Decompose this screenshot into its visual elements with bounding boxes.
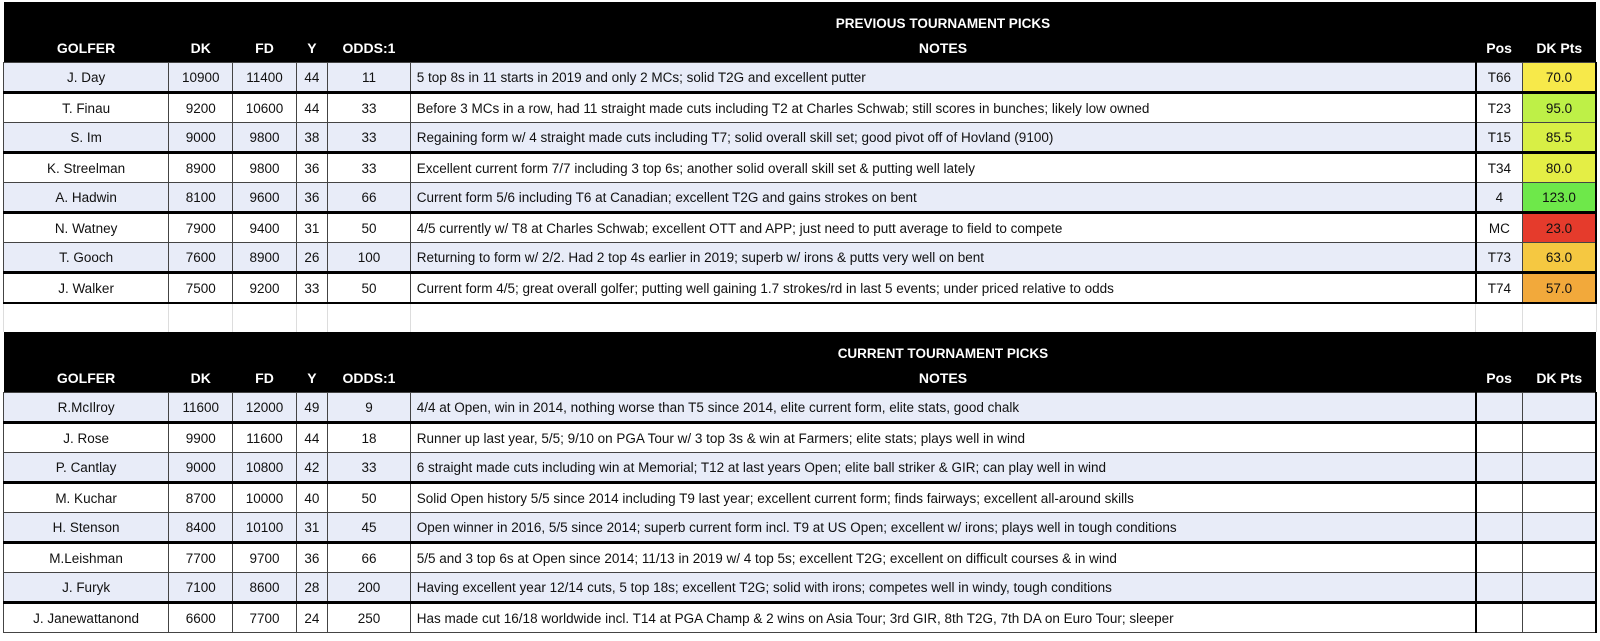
header-blank-cell — [328, 2, 411, 34]
pos-cell[interactable] — [1476, 423, 1523, 453]
notes-cell[interactable]: Current form 5/6 including T6 at Canadian; excellent T2G and gains strokes on bent — [410, 183, 1475, 213]
golfer-cell[interactable]: M.Leishman — [4, 543, 169, 573]
odds-cell[interactable]: 11 — [328, 63, 411, 93]
col-header-dk-pts: DK Pts — [1523, 364, 1596, 393]
pos-cell[interactable]: MC — [1476, 213, 1523, 243]
pos-cell[interactable]: T66 — [1476, 63, 1523, 93]
table-row — [4, 603, 1597, 633]
col-header-pos: Pos — [1476, 34, 1523, 63]
dk-cell[interactable]: 10900 — [169, 63, 233, 93]
fd-cell[interactable]: 9800 — [233, 153, 296, 183]
dk-cell[interactable]: 8400 — [169, 513, 233, 543]
golfer-cell[interactable]: T. Gooch — [4, 243, 169, 273]
notes-cell[interactable]: Current form 4/5; great overall golfer; putting well gaining 1.7 strokes/rd in last 5 events; under priced relative to odds — [410, 273, 1475, 304]
dk-cell[interactable]: 8100 — [169, 183, 233, 213]
pos-cell[interactable] — [1476, 603, 1523, 633]
dk-pts-cell[interactable] — [1523, 513, 1596, 543]
y-cell[interactable]: 44 — [296, 63, 328, 93]
dk-cell[interactable]: 8700 — [169, 483, 233, 513]
empty-cell[interactable] — [410, 303, 1475, 332]
notes-cell[interactable]: 5/5 and 3 top 6s at Open since 2014; 11/13 in 2019 w/ 4 top 5s; excellent T2G; excellent on difficult courses & in wind — [410, 543, 1475, 573]
header-blank-cell — [296, 2, 328, 34]
odds-cell[interactable]: 33 — [328, 153, 411, 183]
dk-pts-cell[interactable]: 57.0 — [1523, 273, 1596, 304]
notes-cell[interactable]: Excellent current form 7/7 including 3 top 6s; another solid overall skill set & putting well lately — [410, 153, 1475, 183]
header-blank-cell — [296, 332, 328, 364]
y-cell[interactable]: 36 — [296, 183, 328, 213]
empty-cell[interactable] — [1523, 303, 1596, 332]
header-blank-cell — [1523, 2, 1596, 34]
fd-cell[interactable]: 8600 — [233, 573, 296, 603]
dk-cell[interactable]: 9200 — [169, 93, 233, 123]
header-blank-cell — [233, 332, 296, 364]
fd-cell[interactable]: 10800 — [233, 453, 296, 483]
header-blank-cell — [4, 332, 169, 364]
col-header-y: Y — [296, 364, 328, 393]
golfer-cell[interactable]: S. Im — [4, 123, 169, 153]
odds-cell[interactable]: 50 — [328, 213, 411, 243]
dk-pts-cell[interactable]: 85.5 — [1523, 123, 1596, 153]
empty-cell[interactable] — [169, 303, 233, 332]
pos-cell[interactable]: T23 — [1476, 93, 1523, 123]
y-cell[interactable]: 49 — [296, 393, 328, 423]
table-body — [4, 2, 1597, 633]
table-row — [4, 453, 1597, 483]
picks-table — [3, 2, 1597, 633]
pos-cell[interactable] — [1476, 483, 1523, 513]
dk-cell[interactable]: 9000 — [169, 123, 233, 153]
dk-cell[interactable]: 9000 — [169, 453, 233, 483]
odds-cell[interactable]: 50 — [328, 483, 411, 513]
pos-cell[interactable] — [1476, 573, 1523, 603]
empty-cell[interactable] — [1476, 303, 1523, 332]
table-row — [4, 183, 1597, 213]
table-row — [4, 423, 1597, 453]
empty-cell[interactable] — [233, 303, 296, 332]
fd-cell[interactable]: 10000 — [233, 483, 296, 513]
current-picks-column-headers — [4, 364, 1597, 393]
pos-cell[interactable]: 4 — [1476, 183, 1523, 213]
header-blank-cell — [233, 2, 296, 34]
odds-cell[interactable]: 33 — [328, 123, 411, 153]
col-header-dk: DK — [169, 34, 233, 63]
y-cell[interactable]: 44 — [296, 423, 328, 453]
dk-cell[interactable]: 7900 — [169, 213, 233, 243]
y-cell[interactable]: 33 — [296, 273, 328, 304]
pos-cell[interactable]: T34 — [1476, 153, 1523, 183]
dk-pts-cell[interactable]: 70.0 — [1523, 63, 1596, 93]
odds-cell[interactable]: 33 — [328, 93, 411, 123]
fd-cell[interactable]: 10600 — [233, 93, 296, 123]
dk-cell[interactable]: 9900 — [169, 423, 233, 453]
y-cell[interactable]: 44 — [296, 93, 328, 123]
dk-cell[interactable]: 11600 — [169, 393, 233, 423]
dk-pts-cell[interactable] — [1523, 453, 1596, 483]
dk-pts-cell[interactable]: 80.0 — [1523, 153, 1596, 183]
fd-cell[interactable]: 9400 — [233, 213, 296, 243]
golfer-cell[interactable]: J. Furyk — [4, 573, 169, 603]
table-row — [4, 393, 1597, 423]
header-blank-cell — [4, 2, 169, 34]
header-blank-cell — [1476, 2, 1523, 34]
notes-cell[interactable]: Runner up last year, 5/5; 9/10 on PGA Tour w/ 3 top 3s & win at Farmers; elite stats; plays well in wind — [410, 423, 1475, 453]
col-header-odds: ODDS:1 — [328, 34, 411, 63]
golfer-cell[interactable]: H. Stenson — [4, 513, 169, 543]
col-header-y: Y — [296, 34, 328, 63]
dk-pts-cell[interactable]: 123.0 — [1523, 183, 1596, 213]
fd-cell[interactable]: 7700 — [233, 603, 296, 633]
fd-cell[interactable]: 9700 — [233, 543, 296, 573]
current-picks-title-row — [4, 332, 1597, 364]
golfer-cell[interactable]: P. Cantlay — [4, 453, 169, 483]
golfer-cell[interactable]: N. Watney — [4, 213, 169, 243]
fd-cell[interactable]: 11400 — [233, 63, 296, 93]
odds-cell[interactable]: 50 — [328, 273, 411, 304]
dk-cell[interactable]: 8900 — [169, 153, 233, 183]
golfer-cell[interactable]: K. Streelman — [4, 153, 169, 183]
header-blank-cell — [1523, 332, 1596, 364]
golfer-cell[interactable]: M. Kuchar — [4, 483, 169, 513]
col-header-notes: NOTES — [410, 364, 1475, 393]
notes-cell[interactable]: Before 3 MCs in a row, had 11 straight made cuts including T2 at Charles Schwab; still scores in bunches; likely low owned — [410, 93, 1475, 123]
odds-cell[interactable]: 18 — [328, 423, 411, 453]
dk-pts-cell[interactable] — [1523, 483, 1596, 513]
dk-cell[interactable]: 7500 — [169, 273, 233, 304]
notes-cell[interactable]: Returning to form w/ 2/2. Had 2 top 4s earlier in 2019; superb w/ irons & putts very well on bent — [410, 243, 1475, 273]
col-header-dk-pts: DK Pts — [1523, 34, 1596, 63]
fd-cell[interactable]: 8900 — [233, 243, 296, 273]
odds-cell[interactable]: 45 — [328, 513, 411, 543]
previous-picks-title: PREVIOUS TOURNAMENT PICKS — [410, 2, 1475, 34]
golfer-cell[interactable]: T. Finau — [4, 93, 169, 123]
table-row — [4, 573, 1597, 603]
dk-cell[interactable]: 7700 — [169, 543, 233, 573]
table-row — [4, 63, 1597, 93]
pos-cell[interactable]: T73 — [1476, 243, 1523, 273]
col-header-dk: DK — [169, 364, 233, 393]
golfer-cell[interactable]: R.McIlroy — [4, 393, 169, 423]
odds-cell[interactable]: 200 — [328, 573, 411, 603]
odds-cell[interactable]: 9 — [328, 393, 411, 423]
dk-pts-cell[interactable] — [1523, 573, 1596, 603]
table-row — [4, 273, 1597, 304]
notes-cell[interactable]: Open winner in 2016, 5/5 since 2014; superb current form incl. T9 at US Open; excellent w/ irons; plays well in tough conditions — [410, 513, 1475, 543]
y-cell[interactable]: 36 — [296, 543, 328, 573]
fd-cell[interactable]: 10100 — [233, 513, 296, 543]
table-row — [4, 213, 1597, 243]
table-row — [4, 483, 1597, 513]
dk-pts-cell[interactable]: 95.0 — [1523, 93, 1596, 123]
empty-row — [4, 303, 1597, 332]
notes-cell[interactable]: Having excellent year 12/14 cuts, 5 top 18s; excellent T2G; solid with irons; competes well in windy, tough conditions — [410, 573, 1475, 603]
dk-cell[interactable]: 7600 — [169, 243, 233, 273]
header-blank-cell — [1476, 332, 1523, 364]
dk-pts-cell[interactable]: 23.0 — [1523, 213, 1596, 243]
header-blank-cell — [169, 2, 233, 34]
y-cell[interactable]: 38 — [296, 123, 328, 153]
table-row — [4, 123, 1597, 153]
golfer-cell[interactable]: J. Day — [4, 63, 169, 93]
pos-cell[interactable] — [1476, 543, 1523, 573]
col-header-pos: Pos — [1476, 364, 1523, 393]
y-cell[interactable]: 42 — [296, 453, 328, 483]
notes-cell[interactable]: Solid Open history 5/5 since 2014 including T9 last year; excellent current form; finds fairways; excellent all-around skills — [410, 483, 1475, 513]
fd-cell[interactable]: 12000 — [233, 393, 296, 423]
spreadsheet — [3, 2, 1597, 633]
col-header-notes: NOTES — [410, 34, 1475, 63]
fd-cell[interactable]: 9200 — [233, 273, 296, 304]
golfer-cell[interactable]: J. Walker — [4, 273, 169, 304]
col-header-fd: FD — [233, 34, 296, 63]
dk-pts-cell[interactable] — [1523, 393, 1596, 423]
col-header-fd: FD — [233, 364, 296, 393]
current-picks-title: CURRENT TOURNAMENT PICKS — [410, 332, 1475, 364]
previous-picks-column-headers — [4, 34, 1597, 63]
table-row — [4, 513, 1597, 543]
header-blank-cell — [169, 332, 233, 364]
y-cell[interactable]: 24 — [296, 603, 328, 633]
table-row — [4, 153, 1597, 183]
dk-cell[interactable]: 6600 — [169, 603, 233, 633]
col-header-golfer: GOLFER — [4, 364, 169, 393]
odds-cell[interactable]: 66 — [328, 183, 411, 213]
pos-cell[interactable]: T74 — [1476, 273, 1523, 304]
odds-cell[interactable]: 100 — [328, 243, 411, 273]
fd-cell[interactable]: 11600 — [233, 423, 296, 453]
empty-cell[interactable] — [328, 303, 411, 332]
pos-cell[interactable] — [1476, 453, 1523, 483]
table-row — [4, 93, 1597, 123]
dk-pts-cell[interactable]: 63.0 — [1523, 243, 1596, 273]
pos-cell[interactable] — [1476, 393, 1523, 423]
notes-cell[interactable]: 4/5 currently w/ T8 at Charles Schwab; excellent OTT and APP; just need to putt average to field to compete — [410, 213, 1475, 243]
y-cell[interactable]: 31 — [296, 213, 328, 243]
dk-cell[interactable]: 7100 — [169, 573, 233, 603]
golfer-cell[interactable]: A. Hadwin — [4, 183, 169, 213]
golfer-cell[interactable]: J. Rose — [4, 423, 169, 453]
notes-cell[interactable]: 5 top 8s in 11 starts in 2019 and only 2 MCs; solid T2G and excellent putter — [410, 63, 1475, 93]
fd-cell[interactable]: 9600 — [233, 183, 296, 213]
pos-cell[interactable]: T15 — [1476, 123, 1523, 153]
empty-cell[interactable] — [296, 303, 328, 332]
y-cell[interactable]: 36 — [296, 153, 328, 183]
dk-pts-cell[interactable] — [1523, 603, 1596, 633]
odds-cell[interactable]: 66 — [328, 543, 411, 573]
header-blank-cell — [328, 332, 411, 364]
previous-picks-title-row — [4, 2, 1597, 34]
fd-cell[interactable]: 9800 — [233, 123, 296, 153]
pos-cell[interactable] — [1476, 513, 1523, 543]
y-cell[interactable]: 28 — [296, 573, 328, 603]
notes-cell[interactable]: Has made cut 16/18 worldwide incl. T14 at PGA Champ & 2 wins on Asia Tour; 3rd GIR, 8th T2G, 7th DA on Euro Tour; sleeper — [410, 603, 1475, 633]
y-cell[interactable]: 40 — [296, 483, 328, 513]
odds-cell[interactable]: 33 — [328, 453, 411, 483]
golfer-cell[interactable]: J. Janewattanond — [4, 603, 169, 633]
notes-cell[interactable]: Regaining form w/ 4 straight made cuts including T7; solid overall skill set; good pivot off of Hovland (9100) — [410, 123, 1475, 153]
col-header-golfer: GOLFER — [4, 34, 169, 63]
odds-cell[interactable]: 250 — [328, 603, 411, 633]
y-cell[interactable]: 26 — [296, 243, 328, 273]
notes-cell[interactable]: 4/4 at Open, win in 2014, nothing worse than T5 since 2014, elite current form, elite stats, good chalk — [410, 393, 1475, 423]
empty-cell[interactable] — [4, 303, 169, 332]
table-row — [4, 243, 1597, 273]
table-row — [4, 543, 1597, 573]
dk-pts-cell[interactable] — [1523, 543, 1596, 573]
col-header-odds: ODDS:1 — [328, 364, 411, 393]
dk-pts-cell[interactable] — [1523, 423, 1596, 453]
notes-cell[interactable]: 6 straight made cuts including win at Memorial; T12 at last years Open; elite ball striker & GIR; can play well in wind — [410, 453, 1475, 483]
y-cell[interactable]: 31 — [296, 513, 328, 543]
